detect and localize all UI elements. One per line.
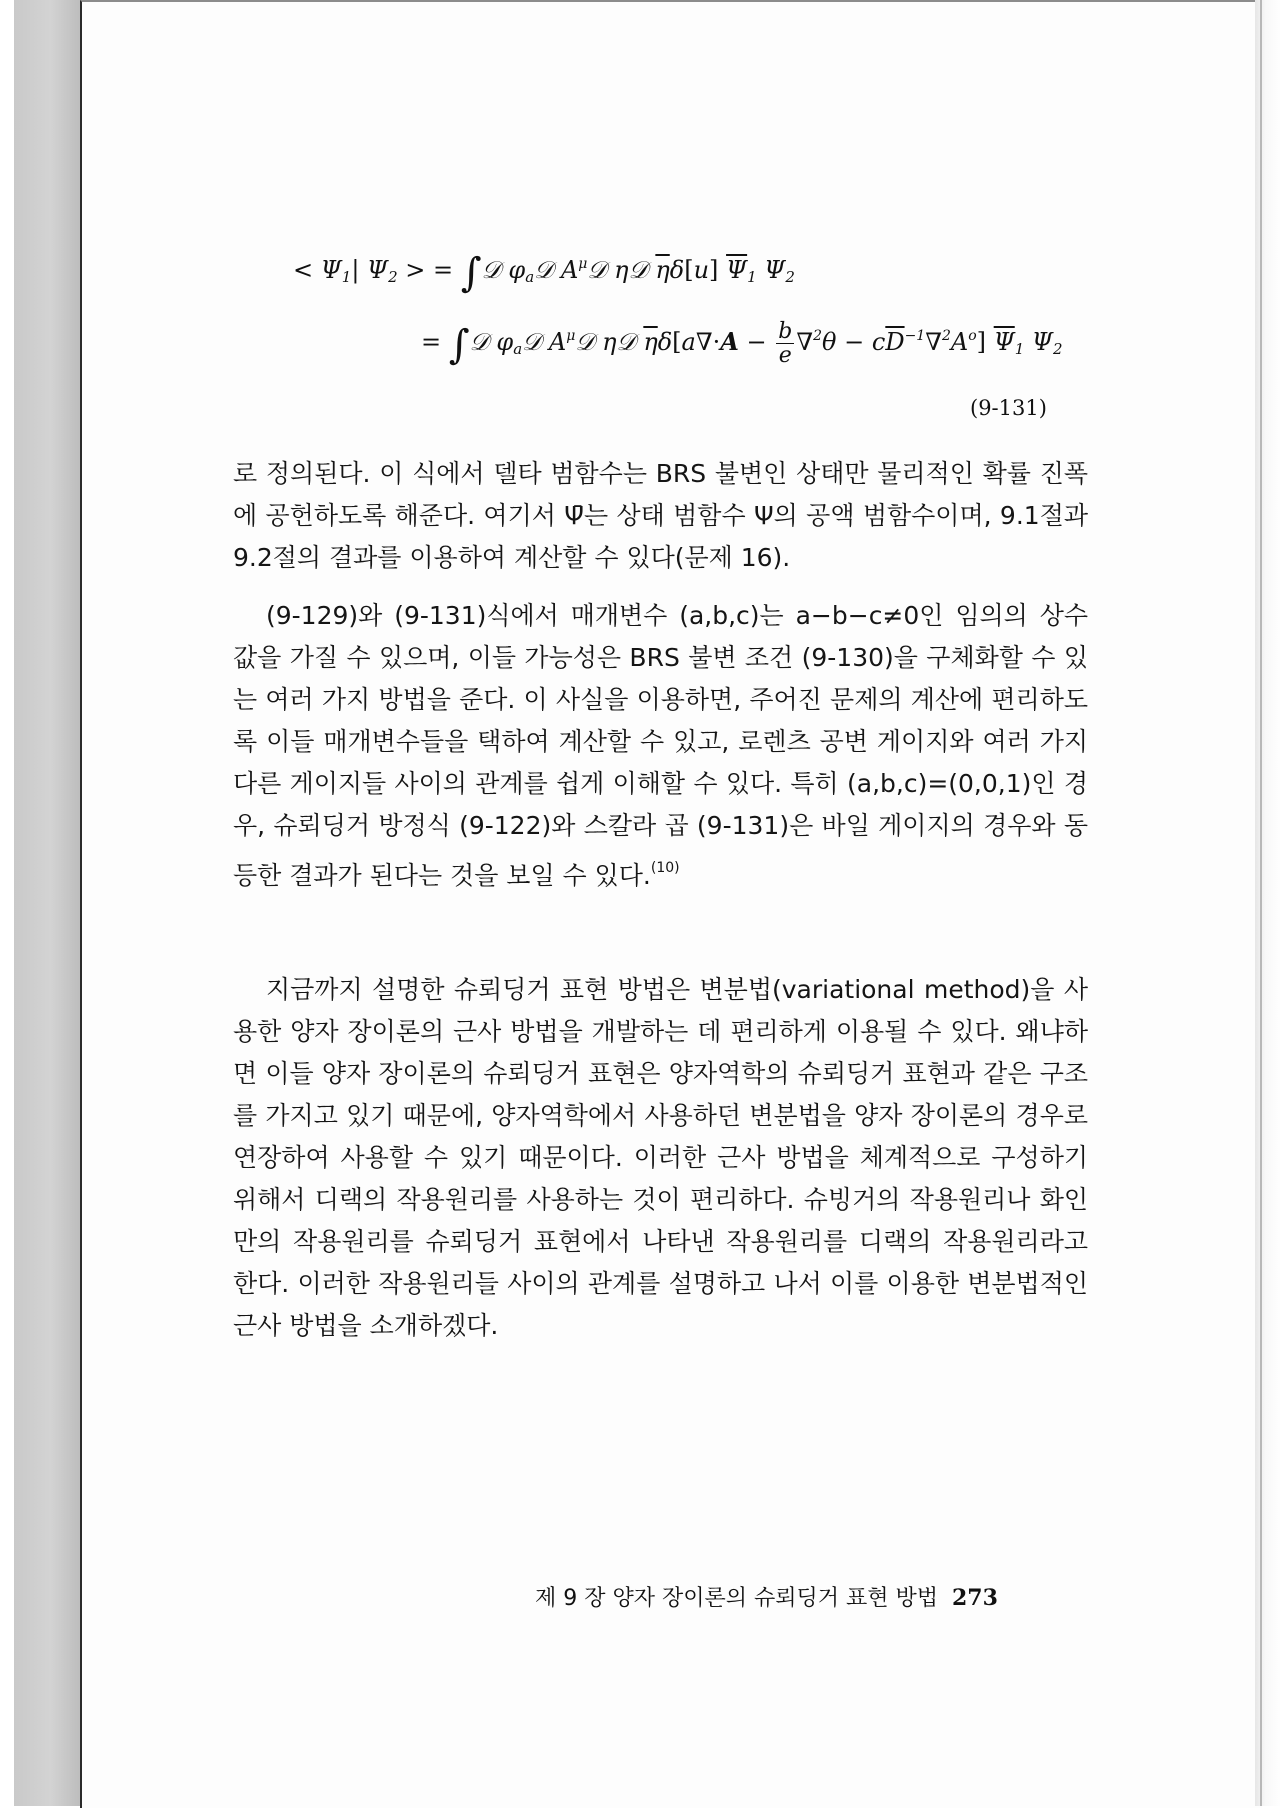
page-edge bbox=[1260, 0, 1262, 1806]
paragraph-3 bbox=[233, 969, 1088, 1347]
page-number: 273 bbox=[951, 1585, 998, 1611]
paragraph-2 bbox=[233, 595, 1088, 897]
equation-line-2: = ∫𝒟 $\varphi_a𝒟$ $A^\mu 𝒟$ η𝒟 $\overline{\eta}\delta[a\nabla\cdot A$ − $\frac{b}{e}$ $\nabla^2\theta - c\overline{D}^{-1}\nabla^2A^o$] $\overline{\Psi}_1$ $\Psi_2$ bbox=[421, 319, 1063, 369]
page-edge-shadow bbox=[1255, 0, 1281, 1806]
footnote-ref: (10) bbox=[650, 860, 680, 876]
paragraph-3-text: 지금까지 설명한 슈뢰딩거 표현 방법은 변분법(variational method)을 사용한 양자 장이론의 근사 방법을 개발하는 데 편리하게 이용될 수 있다. 왜냐하면 이들 양자 장이론의 슈뢰딩거 표현은 양자역학의 슈뢰딩거 표현과 같은 구조를 가지고 있기 때문에, 양자역학에서 사용하던 변분법을 양자 장이론의 경우로 연장하여 사용할 수 있기 때문이다. 이러한 근사 방법을 체계적으로 구성하기 위해서 디랙의 작용원리를 사용하는 것이 편리하다. 슈빙거의 작용원리나 화인만의 작용원리를 슈뢰딩거 표현에서 나타낸 작용원리를 디랙의 작용원리라고 한다. 이러한 작용원리들 사이의 관계를 설명하고 나서 이를 이용한 변분법적인 근사 방법을 소개하겠다. bbox=[233, 975, 1088, 1340]
paragraph-1 bbox=[233, 453, 1088, 579]
chapter-title: 제 9 장 양자 장이론의 슈뢰딩거 표현 방법 bbox=[535, 1586, 938, 1611]
equation-line-1: < $\Psi_1|$ $\Psi_2$ > = ∫𝒟 $\varphi_a𝒟$ $A^\mu 𝒟$ η𝒟 $\overline{\eta}\delta[u]$ $\overline{\Psi}_1$ $\Psi_2$ bbox=[293, 250, 795, 296]
running-footer bbox=[535, 1581, 998, 1612]
paragraph-2-text: (9-129)와 (9-131)식에서 매개변수 (a,b,c)는 a−b−c≠0인 임의의 상수값을 가질 수 있으며, 이들 가능성은 BRS 불변 조건 (9-130)을 구체화할 수 있는 여러 가지 방법을 준다. 이 사실을 이용하면, 주어진 문제의 계산에 편리하도록 이들 매개변수들을 택하여 계산할 수 있고, 로렌츠 공변 게이지와 여러 가지 다른 게이지들 사이의 관계를 쉽게 이해할 수 있다. 특히 (a,b,c)=(0,0,1)인 경우, 슈뢰딩거 방정식 (9-122)와 스칼라 곱 (9-131)은 바일 게이지의 경우와 동등한 결과가 된다는 것을 보일 수 있다. bbox=[233, 601, 1088, 890]
equation-number: (9-131) bbox=[970, 396, 1047, 420]
paragraph-1-text: 로 정의된다. 이 식에서 델타 범함수는 BRS 불변인 상태만 물리적인 확률 진폭에 공헌하도록 해준다. 여기서 Ψ̄는 상태 범함수 Ψ의 공액 범함수이며, 9.1절과 9.2절의 결과를 이용하여 계산할 수 있다(문제 16). bbox=[233, 459, 1088, 572]
book-spine bbox=[14, 0, 80, 1806]
